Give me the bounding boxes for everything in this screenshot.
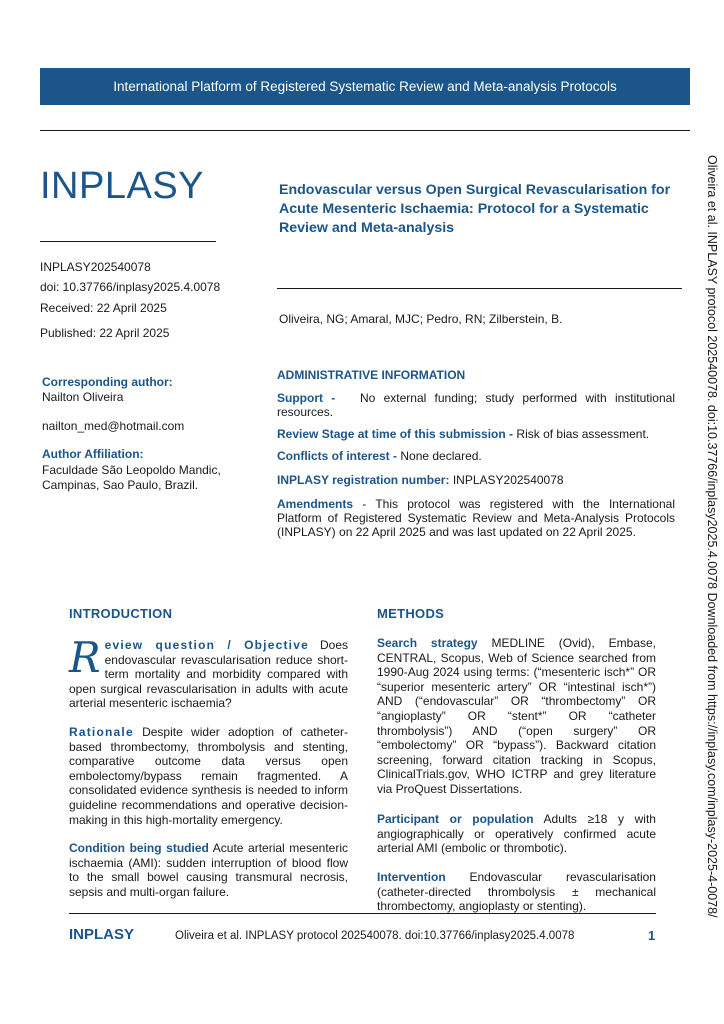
- stage-label: Review Stage at time of this submission -: [277, 427, 514, 441]
- support-label: Support -: [277, 391, 336, 405]
- introduction-heading: INTRODUCTION: [69, 606, 173, 621]
- support-text: No external funding; study performed with institutional resources.: [277, 391, 675, 419]
- intervention-text: Endovascular revascularisation (catheter-directed thrombolysis ± mechanical thrombectomy, angioplasty or stenting).: [377, 870, 656, 914]
- admin-registration-number: [277, 473, 675, 487]
- review-question-paragraph: [69, 633, 348, 711]
- admin-amendments: [277, 497, 675, 539]
- admin-heading: ADMINISTRATIVE INFORMATION: [277, 368, 466, 382]
- search-strategy-paragraph: [377, 636, 656, 797]
- review-question-text: Does endovascular revascularisation reduce short-term mortality and morbidity compared with open surgical revascularisation in adults with acute arterial mesenteric ischaemia?: [69, 638, 348, 711]
- participant-label: Participant or population: [377, 812, 534, 826]
- page-number: 1: [648, 928, 656, 943]
- journal-banner: [40, 68, 690, 105]
- condition-text: Acute arterial mesenteric ischaemia (AMI): sudden interruption of blood flow to the small bowel causing transmural necrosis, sepsis and multi-organ failure.: [69, 841, 348, 899]
- conflicts-text: None declared.: [400, 449, 482, 463]
- registration-id: INPLASY202540078: [40, 260, 151, 274]
- corresponding-author-label: Corresponding author:: [42, 375, 173, 389]
- conflicts-label: Conflicts of interest -: [277, 449, 398, 463]
- search-strategy-label: Search strategy: [377, 636, 478, 650]
- received-date: Received: 22 April 2025: [40, 301, 167, 315]
- participant-paragraph: [377, 812, 656, 856]
- search-strategy-text: MEDLINE (Ovid), Embase, CENTRAL, Scopus, Web of Science searched from 1990-Aug 2024 using terms: (“mesenteric isch*” OR “superior mesenteric artery” OR “intestinal isch*”) AND (“endovascular” OR “thrombectomy” OR “angioplasty” OR “stent*” OR “catheter thrombolysis”) AND (“open surgery” OR “embolectomy” OR “bypass”). Backward citation screening, forward citation tracking in Scopus, ClinicalTrials.gov, WHO ICTRP and grey literature via ProQuest Dissertations.: [377, 636, 656, 796]
- affiliation-line-2: Campinas, Sao Paulo, Brazil.: [42, 478, 199, 492]
- intervention-paragraph: [377, 870, 656, 914]
- logo-rule: [40, 241, 216, 242]
- article-title: Endovascular versus Open Surgical Revascularisation for Acute Mesenteric Ischaemia: Protocol for a Systematic Review and Meta-analysis: [279, 182, 671, 236]
- admin-stage: [277, 427, 675, 441]
- corresponding-author-name: Nailton Oliveira: [42, 390, 124, 404]
- rationale-label: Rationale: [69, 725, 134, 739]
- title-rule: [277, 288, 682, 289]
- rationale-text: Despite wider adoption of catheter-based thrombectomy, thrombolysis and stenting, comparative outcome data versus open embolectomy/bypass remain fragmented. A consolidated evidence synthesis is needed to inform guideline recommendations and operative decision-making in this high-mortality emergency.: [69, 725, 348, 827]
- rationale-paragraph: [69, 725, 348, 827]
- amend-text: - This protocol was registered with the International Platform of Registered Systematic Review and Meta-Analysis Protocols (INPLASY) on 22 April 2025 and was last updated on 22 April 2025.: [277, 497, 675, 539]
- published-date: Published: 22 April 2025: [40, 326, 170, 340]
- doi: doi: 10.37766/inplasy2025.4.0078: [40, 280, 221, 294]
- affiliation-label: Author Affiliation:: [42, 447, 144, 461]
- admin-support: [277, 391, 675, 419]
- review-question-label: eview question / Objective: [104, 638, 309, 652]
- footer-citation: Oliveira et al. INPLASY protocol 202540078. doi:10.37766/inplasy2025.4.0078: [175, 930, 575, 942]
- banner-text: International Platform of Registered Systematic Review and Meta-analysis Protocols: [113, 79, 617, 94]
- footer-rule: [69, 913, 656, 914]
- footer-logo: INPLASY: [69, 926, 135, 943]
- vertical-citation: [700, 155, 724, 918]
- header-rule: [40, 130, 690, 131]
- condition-label: Condition being studied: [69, 841, 209, 855]
- author-email[interactable]: nailton_med@hotmail.com: [42, 419, 185, 433]
- regnum-label: INPLASY registration number:: [277, 473, 450, 487]
- vertical-citation-text[interactable]: Oliveira et al. INPLASY protocol 202540078. doi:10.37766/inplasy2025.4.0078 Downloaded from https://inplasy.com/inplasy-2025-4-0078/: [705, 155, 719, 918]
- author-list: Oliveira, NG; Amaral, MJC; Pedro, RN; Zilberstein, B.: [279, 312, 563, 326]
- drop-cap: R: [69, 633, 101, 682]
- amend-label: Amendments: [277, 497, 354, 511]
- intervention-label: Intervention: [377, 870, 446, 884]
- admin-conflicts: [277, 449, 675, 463]
- inplasy-logo: INPLASY: [40, 165, 205, 207]
- affiliation-line-1: Faculdade São Leopoldo Mandic,: [42, 463, 221, 477]
- stage-text: Risk of bias assessment.: [516, 427, 650, 441]
- methods-heading: METHODS: [377, 606, 445, 621]
- regnum-text: INPLASY202540078: [452, 473, 564, 487]
- participant-text: Adults ≥18 y with angiographically or operatively confirmed acute arterial AMI (embolic or thrombotic).: [377, 812, 656, 856]
- condition-paragraph: [69, 841, 348, 899]
